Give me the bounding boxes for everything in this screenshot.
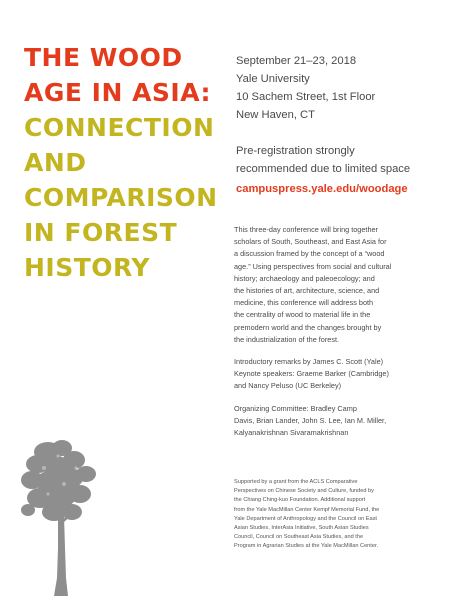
title-line: HISTORY [24, 253, 151, 282]
poster-title [24, 40, 224, 285]
description-line: medicine, this conference will address both [234, 298, 374, 308]
prereg-line: Pre-registration strongly [236, 145, 355, 157]
description-line: the histories of art, architecture, science, and [234, 286, 380, 296]
tree-icon [18, 438, 118, 598]
description-line: scholars of South, Southeast, and East Asia for [234, 237, 387, 247]
preregistration-note [236, 142, 456, 178]
event-venue: Yale University [236, 73, 310, 85]
description-line: the industrialization of the forest. [234, 334, 340, 344]
description-line: a discussion framed by the concept of a “wood [234, 249, 385, 259]
title-line: AGE IN ASIA: [24, 78, 212, 107]
prereg-line: recommended due to limited space [236, 163, 411, 175]
funding-line: Asian Studies, InterAsia Initiative, South Asian Studies [234, 525, 369, 532]
title-line: THE WOOD [24, 43, 183, 72]
funding-line: Perspectives on Chinese Society and Culture, funded by [234, 488, 374, 495]
description-line: This three-day conference will bring together [234, 225, 378, 234]
event-dates: September 21–23, 2018 [236, 55, 357, 67]
committee-line: Davis, Brian Lander, John S. Lee, Ian M. Miller, [234, 415, 387, 425]
title-line: IN FOREST [24, 218, 178, 247]
funding-line: Council, Council on Southeast Asia Studies, and the [234, 534, 364, 541]
description-line: age.” Using perspectives from social and cultural [234, 261, 392, 271]
funding-line: from the Yale MacMillan Center Kempf Memorial Fund, the [234, 506, 380, 513]
description-paragraph [234, 224, 456, 346]
funding-line: Yale Department of Anthropology and the Council on East [234, 515, 377, 522]
title-line: AND [24, 148, 87, 177]
committee-line: Kalyanakrishnan Sivaramakrishnan [234, 428, 349, 438]
description-line: the centrality of wood to material life in the [234, 310, 371, 320]
conference-description [234, 224, 456, 449]
speakers-paragraph [234, 356, 456, 393]
speakers-line: Introductory remarks by James C. Scott (Yale) [234, 357, 384, 367]
funding-line: Program in Agrarian Studies at the Yale MacMillan Center. [234, 543, 379, 550]
funding-line: the Chiang Ching-kuo Foundation. Additional support [234, 497, 366, 504]
conference-website-link[interactable]: campuspress.yale.edu/woodage [236, 183, 408, 195]
committee-line: Organizing Committee: Bradley Camp [234, 403, 357, 413]
description-line: premodern world and the changes brought by [234, 322, 382, 332]
event-address: 10 Sachem Street, 1st Floor [236, 91, 376, 103]
description-line: history; archaeology and paleoecology; and [234, 273, 375, 283]
funding-line: Supported by a grant from the ACLS Comparative [234, 479, 358, 485]
title-line: COMPARISON [24, 183, 218, 212]
event-city: New Haven, CT [236, 109, 315, 121]
speakers-line: Keynote speakers: Graeme Barker (Cambridge) [234, 369, 389, 379]
committee-paragraph [234, 403, 456, 440]
speakers-line: and Nancy Peluso (UC Berkeley) [234, 381, 342, 391]
event-details [236, 52, 456, 124]
title-line: CONNECTION [24, 113, 215, 142]
funding-acknowledgement [234, 478, 456, 552]
